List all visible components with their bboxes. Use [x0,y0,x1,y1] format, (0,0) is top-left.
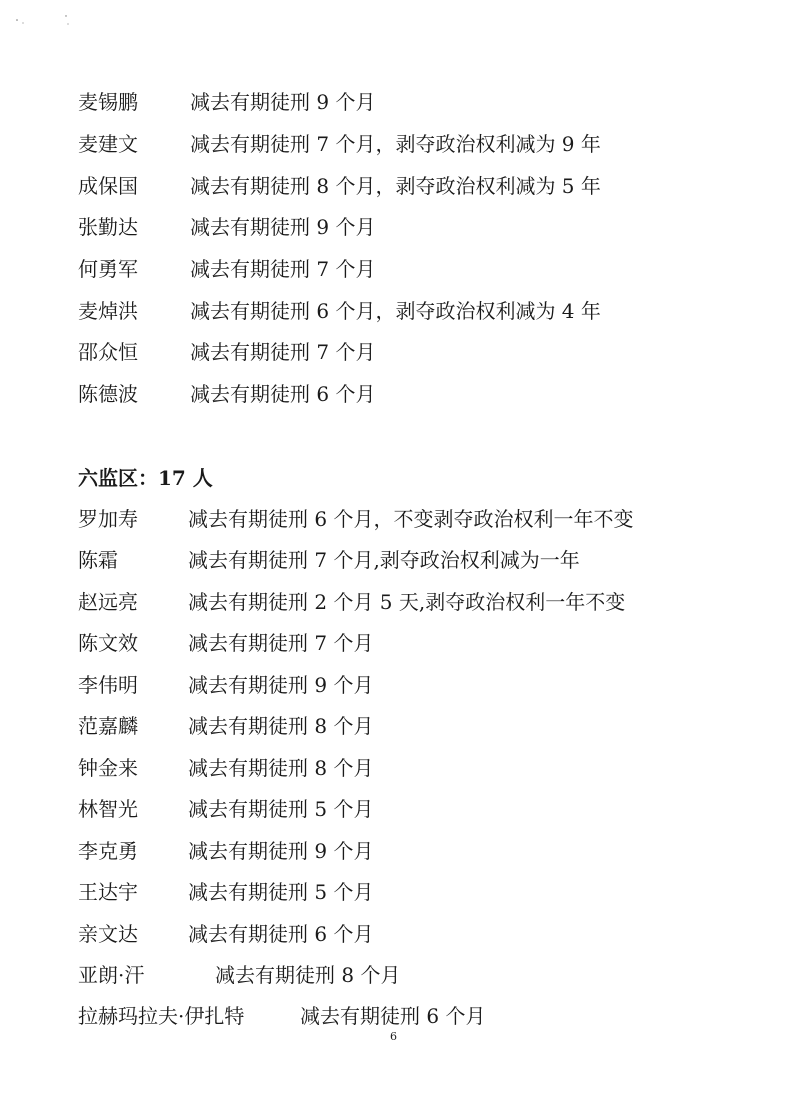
prisoner-name: 亚朗·汗 [78,963,145,987]
sentence-reduction: 减去有期徒刑 6 个月 [300,1004,486,1028]
prisoner-name: 麦建文 [78,132,138,156]
prisoner-name: 罗加寿 [78,507,138,531]
sentence-reduction: 减去有期徒刑 5 个月 [188,880,374,904]
sentence-reduction: 减去有期徒刑 7 个月 [190,340,376,364]
prisoner-name: 拉赫玛拉夫·伊扎特 [78,1004,245,1028]
section-heading: 六监区：17 人 [78,466,213,490]
prisoner-name: 王达宇 [78,880,138,904]
sentence-reduction: 减去有期徒刑 8 个月 [188,756,374,780]
prisoner-name: 何勇军 [78,257,138,281]
prisoner-name: 陈德波 [78,382,138,406]
sentence-reduction: 减去有期徒刑 9 个月 [190,90,376,114]
sentence-reduction: 减去有期徒刑 6 个月，不变剥夺政治权利一年不变 [188,507,634,531]
prisoner-name: 麦焯洪 [78,299,138,323]
prisoner-name: 钟金来 [78,756,138,780]
prisoner-name: 李伟明 [78,673,138,697]
sentence-reduction: 减去有期徒刑 8 个月 [188,714,374,738]
prisoner-name: 李克勇 [78,839,138,863]
sentence-reduction: 减去有期徒刑 7 个月,剥夺政治权利减为一年 [188,548,580,572]
prisoner-name: 范嘉麟 [78,714,138,738]
sentence-reduction: 减去有期徒刑 8 个月，剥夺政治权利减为 5 年 [190,174,601,198]
prisoner-name: 陈霜 [78,548,118,572]
prisoner-name: 张勤达 [78,215,138,239]
sentence-reduction: 减去有期徒刑 9 个月 [188,673,374,697]
sentence-reduction: 减去有期徒刑 2 个月 5 天,剥夺政治权利一年不变 [188,590,626,614]
prisoner-name: 赵远亮 [78,590,138,614]
sentence-reduction: 减去有期徒刑 6 个月，剥夺政治权利减为 4 年 [190,299,601,323]
sentence-reduction: 减去有期徒刑 7 个月 [190,257,376,281]
prisoner-name: 亲文达 [78,922,138,946]
prisoner-name: 麦锡鹏 [78,90,138,114]
sentence-reduction: 减去有期徒刑 6 个月 [190,382,376,406]
sentence-reduction: 减去有期徒刑 6 个月 [188,922,374,946]
sentence-reduction: 减去有期徒刑 9 个月 [190,215,376,239]
prisoner-name: 陈文效 [78,631,138,655]
prisoner-name: 成保国 [78,174,138,198]
sentence-reduction: 减去有期徒刑 9 个月 [188,839,374,863]
sentence-reduction: 减去有期徒刑 7 个月 [188,631,374,655]
scan-specks [14,10,74,30]
sentence-reduction: 减去有期徒刑 8 个月 [215,963,401,987]
page-number: 6 [390,1030,397,1043]
prisoner-name: 林智光 [78,797,138,821]
prisoner-name: 邵众恒 [78,340,138,364]
sentence-reduction: 减去有期徒刑 7 个月，剥夺政治权利减为 9 年 [190,132,601,156]
sentence-reduction: 减去有期徒刑 5 个月 [188,797,374,821]
